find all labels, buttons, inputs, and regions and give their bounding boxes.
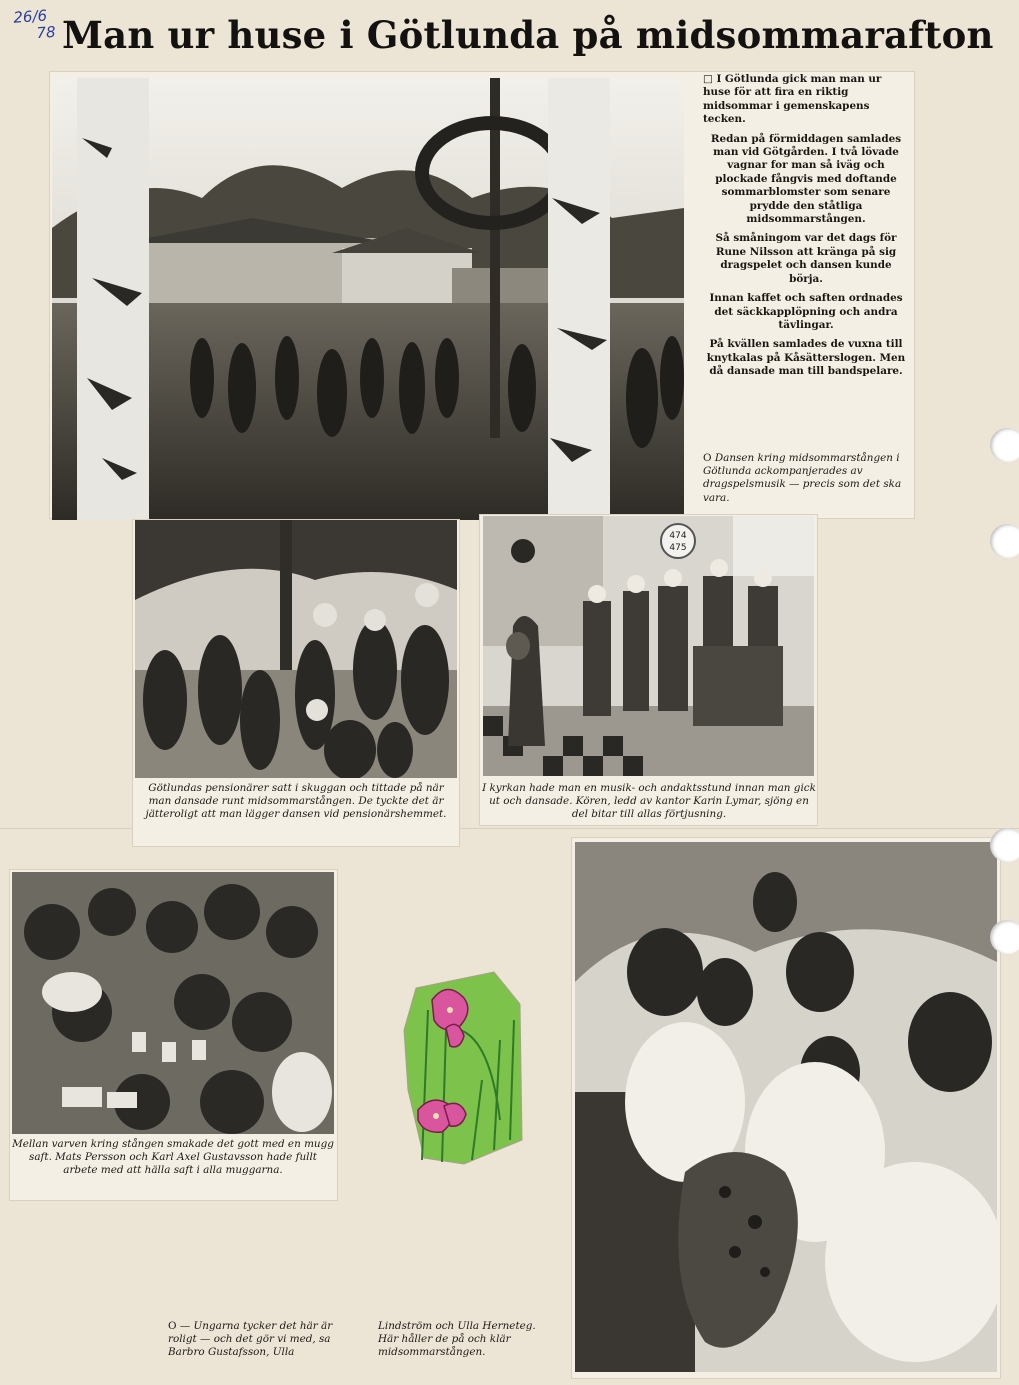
kids-photo xyxy=(575,842,997,1372)
kids-caption-left xyxy=(168,1320,358,1360)
kids-caption-marker: O xyxy=(168,1320,177,1332)
church-caption: I kyrkan hade man en musik- och andaktsstund innan man gick ut och dansade. Kören, ledd av kantor Karin Lymar, sjöng en del bitar till allas förtjusning. xyxy=(482,782,816,821)
article-text xyxy=(703,73,909,385)
dance-caption-text: Dansen kring midsommarstången i Götlunda ackompanjerades av dragspelsmusik — precis som det ska vara. xyxy=(703,452,902,504)
article-paragraph-5: På kvällen samlades de vuxna till knytkalas på Kåsätterslogen. Men då dansade man till bandspelare. xyxy=(706,338,906,378)
handwritten-date-year: 78 xyxy=(35,22,57,43)
flower-sticker xyxy=(402,970,524,1166)
handwritten-date-day: 26/6 xyxy=(12,6,48,27)
kids-caption-left-text: — Ungarna tycker det här är roligt — och det gör vi med, sa Barbro Gustafsson, Ulla xyxy=(168,1320,333,1359)
church-photo xyxy=(483,516,814,776)
pensioners-caption: Götlundas pensionärer satt i skuggan och tittade på när man dansade runt midsommarstången. De tyckte det är jätteroligt att man lägger dansen vid pensionärshemmet. xyxy=(145,782,447,821)
punch-hole xyxy=(990,428,1019,462)
juice-caption: Mellan varven kring stången smakade det gott med en mugg saft. Mats Persson och Karl Axel Gustavsson hade fullt arbete med att hälla saft i alla muggarna. xyxy=(12,1138,334,1177)
article-paragraph-2: Redan på förmiddagen samlades man vid Götgården. I två lövade vagnar for man så iväg och plockade fångvis med doftande sommarblomster som senare prydde den ståtliga midsommarstången. xyxy=(710,132,902,226)
dance-photo xyxy=(52,78,684,520)
kids-caption-right: Lindström och Ulla Herneteg. Här håller de på och klär midsommarstången. xyxy=(378,1320,536,1359)
punch-hole xyxy=(990,828,1019,862)
headline: Man ur huse i Götlunda på midsommarafton xyxy=(62,13,994,57)
article-paragraph-1: I Götlunda gick man man ur huse för att fira en riktig midsommar i gemenskapens tecken. xyxy=(703,73,882,126)
punch-hole xyxy=(990,524,1019,558)
hymn-number-2: 475 xyxy=(669,543,687,553)
pensioners-photo xyxy=(135,520,457,778)
dance-caption-marker: O xyxy=(703,452,712,464)
punch-hole xyxy=(990,920,1019,954)
article-paragraph-3: Så småningom var det dags för Rune Nilsson att kränga på sig dragspelet och dansen kunde börja. xyxy=(715,232,897,285)
hymn-number-1: 474 xyxy=(669,531,687,541)
dance-caption xyxy=(703,452,909,505)
article-marker: □ xyxy=(703,73,713,85)
handwritten-date xyxy=(13,6,65,43)
article-paragraph-4: Innan kaffet och saften ordnades det säckkapplöpning och andra tävlingar. xyxy=(709,292,903,331)
juice-photo xyxy=(12,872,334,1134)
